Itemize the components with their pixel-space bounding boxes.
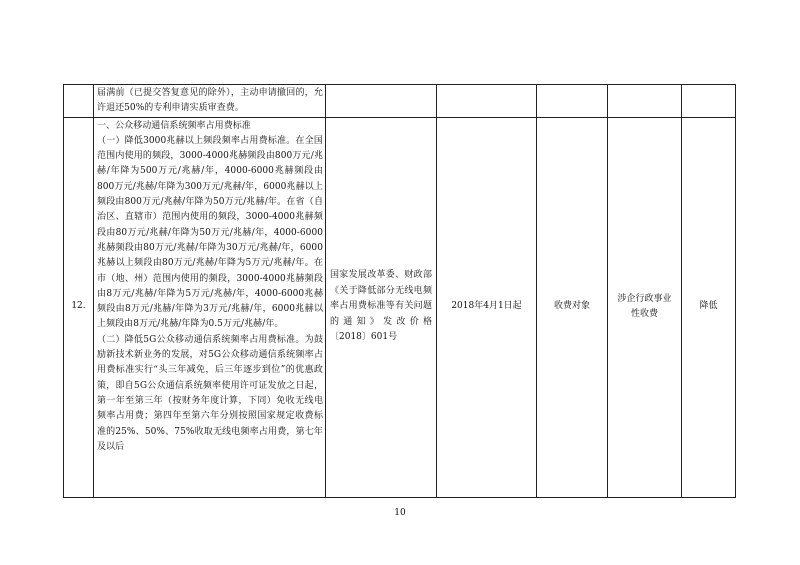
page-number: 10 [394,508,406,518]
row-number-cell-empty [64,85,94,118]
table-row-12 [64,117,736,497]
previous-row-nature-cell [608,85,682,118]
fee-nature: 涉企行政事业性收费 [608,117,682,497]
previous-row-content: 届满前（已提交答复意见的除外），主动申请撤回的，允许退还50%的专利申请实质审查费。 [94,85,326,118]
content-paragraph-1: （一）降低3000兆赫以上频段频率占用费标准。在全国范围内使用的频段，3000-4000兆赫频段由800万元/兆赫/年降为500万元/兆赫/年，4000-6000兆赫频段由800万元/兆赫/年降为300万元/兆赫/年，6000兆赫以上频段由800万元/兆赫/年降为50万元/兆赫/年。在省（自治区、直辖市）范围内使用的频段，3000-4000兆赫频段由80万元/兆赫/年降为50万元/兆赫/年，4000-6000兆赫频段由80万元/兆赫/年降为30万元/兆赫/年，6000兆赫以上频段由80万元/兆赫/年降为5万元/兆赫/年。在市（地、州）范围内使用的频段，3000-4000兆赫频段由8万元/兆赫/年降为5万元/兆赫/年，4000-6000兆赫频段由8万元/兆赫/年降为3万元/兆赫/年，6000兆赫以上频段由8万元/兆赫/年降为0.5万元/兆赫/年。 [97,135,323,330]
row-number: 12. [64,117,94,497]
fee-standard-content [94,117,326,497]
fee-object: 收费对象 [537,117,608,497]
policy-basis: 国家发展改革委、财政部《关于降低部分无线电频率占用费标准等有关问题的通知》发改价格〔2018〕601号 [326,117,437,497]
table-row-previous [64,85,736,118]
content-paragraph-2: （二）降低5G公众移动通信系统频率占用费标准。为鼓励新技术新业务的发展，对5G公众移动通信系统频率占用费标准实行“头三年减免，后三年逐步到位”的优惠政策，即自5G公众通信系统频率使用许可证发放之日起，第一年至第三年（按财务年度计算，下同）免收无线电频率占用费；第四年至第六年分别按照国家规定收费标准的25%、50%、75%收取无线电频率占用费，第七年及以后 [97,334,323,452]
previous-row-date-cell [437,85,537,118]
previous-row-object-cell [537,85,608,118]
effective-date: 2018年4月1日起 [437,117,537,497]
previous-row-basis-cell [326,85,437,118]
fee-policy-table [63,84,736,498]
adjustment-type: 降低 [682,117,736,497]
content-paragraph-heading: 一、公众移动通信系统频率占用费标准 [97,120,251,131]
previous-row-adjustment-cell [682,85,736,118]
